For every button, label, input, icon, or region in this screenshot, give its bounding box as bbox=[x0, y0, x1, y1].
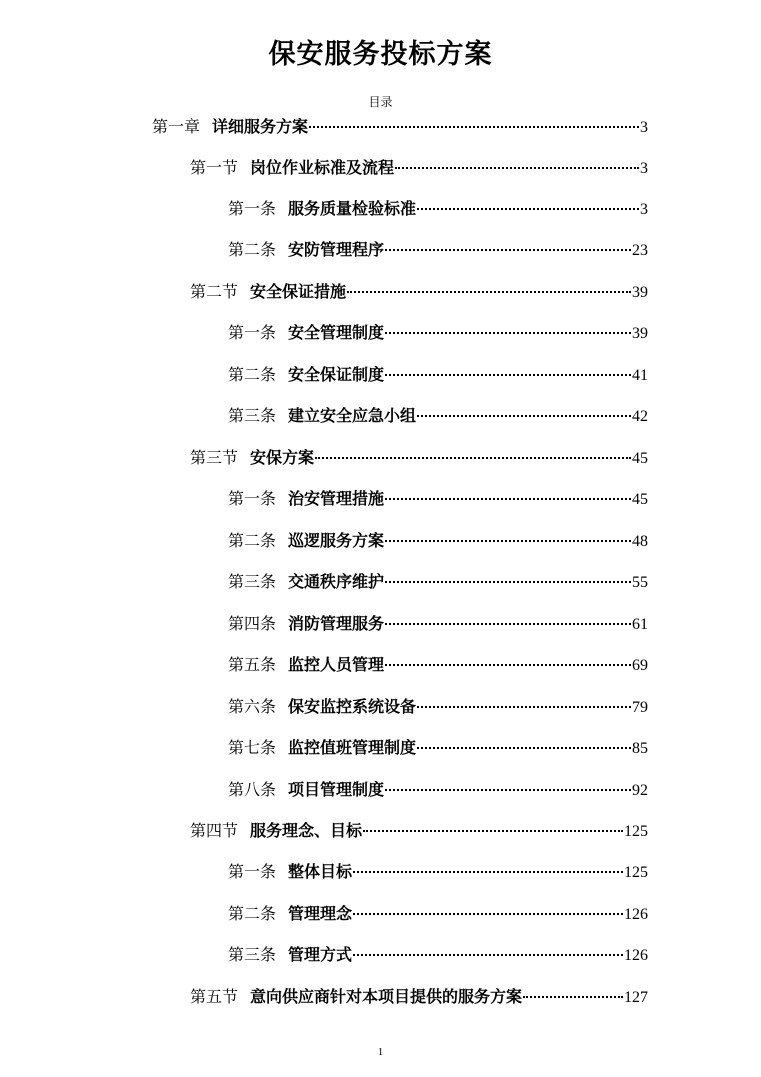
toc-entry-title: 意向供应商针对本项目提供的服务方案 bbox=[250, 987, 523, 1006]
toc-entry-title: 建立安全应急小组 bbox=[288, 406, 417, 425]
toc-entry-page: 55 bbox=[632, 574, 648, 591]
toc-entry-page: 79 bbox=[632, 699, 648, 716]
toc-entry-number: 第六条 bbox=[228, 697, 277, 716]
toc-entry-number: 第四条 bbox=[228, 614, 277, 633]
toc-leader-dots bbox=[347, 273, 631, 293]
toc-entry-page: 41 bbox=[632, 367, 648, 384]
toc-entry-title: 安全保证制度 bbox=[288, 365, 385, 384]
toc-entry-page: 42 bbox=[632, 408, 648, 425]
toc-entry-page: 48 bbox=[632, 533, 648, 550]
toc-leader-dots bbox=[385, 605, 631, 625]
toc-entry[interactable] bbox=[228, 650, 648, 674]
toc-entry-title: 监控人员管理 bbox=[288, 655, 385, 674]
toc-entry-page: 45 bbox=[632, 491, 648, 508]
toc-leader-dots bbox=[315, 439, 631, 459]
toc-leader-dots bbox=[363, 812, 623, 832]
toc-entry[interactable] bbox=[228, 194, 648, 218]
toc-leader-dots bbox=[417, 190, 639, 210]
toc-entry-page: 3 bbox=[640, 160, 648, 177]
toc-entry-number: 第一条 bbox=[228, 323, 277, 342]
toc-entry[interactable] bbox=[228, 318, 648, 342]
toc-entry-title: 详细服务方案 bbox=[212, 117, 309, 136]
toc-entry[interactable] bbox=[190, 277, 648, 301]
toc-leader-dots bbox=[385, 480, 631, 500]
toc-entry-title: 监控值班管理制度 bbox=[288, 738, 417, 757]
toc-entry-number: 第三节 bbox=[190, 448, 239, 467]
toc-entry-page: 3 bbox=[640, 119, 648, 136]
toc-entry-title: 整体目标 bbox=[288, 862, 353, 881]
toc-entry-title: 保安监控系统设备 bbox=[288, 697, 417, 716]
toc-leader-dots bbox=[385, 522, 631, 542]
toc-entry-page: 125 bbox=[624, 864, 648, 881]
toc-entry-title: 安全管理制度 bbox=[288, 323, 385, 342]
toc-entry-number: 第二条 bbox=[228, 531, 277, 550]
toc-leader-dots bbox=[353, 853, 623, 873]
toc-leader-dots bbox=[385, 771, 631, 791]
toc-entry-number: 第三条 bbox=[228, 945, 277, 964]
toc-entry[interactable] bbox=[228, 609, 648, 633]
toc-leader-dots bbox=[353, 936, 623, 956]
toc-entry[interactable] bbox=[190, 982, 648, 1006]
toc-entry-page: 39 bbox=[632, 325, 648, 342]
toc-entry[interactable] bbox=[228, 775, 648, 799]
toc-entry-number: 第二条 bbox=[228, 365, 277, 384]
toc-entry-number: 第三条 bbox=[228, 572, 277, 591]
toc-entry-title: 消防管理服务 bbox=[288, 614, 385, 633]
toc-entry-page: 39 bbox=[632, 284, 648, 301]
toc-entry-page: 23 bbox=[632, 242, 648, 259]
toc-entry-page: 126 bbox=[624, 947, 648, 964]
toc-leader-dots bbox=[353, 895, 623, 915]
toc-entry-page: 92 bbox=[632, 782, 648, 799]
toc-entry[interactable] bbox=[228, 401, 648, 425]
toc-entry[interactable] bbox=[228, 940, 648, 964]
toc-entry-number: 第八条 bbox=[228, 780, 277, 799]
document-title: 保安服务投标方案 bbox=[268, 39, 493, 70]
toc-leader-dots bbox=[523, 978, 623, 998]
toc-entry-title: 管理方式 bbox=[288, 945, 353, 964]
toc-leader-dots bbox=[385, 314, 631, 334]
toc-entry-title: 管理理念 bbox=[288, 904, 353, 923]
toc-entry-title: 岗位作业标准及流程 bbox=[250, 158, 395, 177]
toc-entry-page: 3 bbox=[640, 201, 648, 218]
toc-entry[interactable] bbox=[190, 443, 648, 467]
toc-entry-number: 第五条 bbox=[228, 655, 277, 674]
toc-entry-number: 第四节 bbox=[190, 821, 239, 840]
toc-entry-title: 服务理念、目标 bbox=[250, 821, 363, 840]
toc-heading: 目录 bbox=[368, 95, 393, 109]
toc-entry-page: 69 bbox=[632, 657, 648, 674]
toc-leader-dots bbox=[417, 397, 631, 417]
toc-entry[interactable] bbox=[190, 153, 648, 177]
toc-entry[interactable] bbox=[228, 360, 648, 384]
toc-entry[interactable] bbox=[228, 235, 648, 259]
toc-leader-dots bbox=[385, 231, 631, 251]
toc-entry-title: 安全保证措施 bbox=[250, 282, 347, 301]
toc-entry-title: 交通秩序维护 bbox=[288, 572, 385, 591]
toc-entry[interactable] bbox=[228, 484, 648, 508]
toc-entry[interactable] bbox=[228, 733, 648, 757]
toc-entry-number: 第二节 bbox=[190, 282, 239, 301]
toc-leader-dots bbox=[417, 729, 631, 749]
page-number: 1 bbox=[377, 1046, 384, 1058]
toc-entry[interactable] bbox=[190, 816, 648, 840]
toc-entry-number: 第一章 bbox=[152, 117, 201, 136]
toc-entry-number: 第二条 bbox=[228, 240, 277, 259]
toc-entry-number: 第一条 bbox=[228, 199, 277, 218]
toc-entry[interactable] bbox=[228, 857, 648, 881]
toc-entry-number: 第一条 bbox=[228, 489, 277, 508]
toc-entry-page: 61 bbox=[632, 616, 648, 633]
toc-entry-page: 45 bbox=[632, 450, 648, 467]
toc-entry-title: 项目管理制度 bbox=[288, 780, 385, 799]
toc-entry-page: 126 bbox=[624, 906, 648, 923]
toc-entry-number: 第七条 bbox=[228, 738, 277, 757]
toc-entry-page: 85 bbox=[632, 740, 648, 757]
toc-entry-page: 125 bbox=[624, 823, 648, 840]
toc-leader-dots bbox=[309, 108, 639, 128]
toc-entry-number: 第三条 bbox=[228, 406, 277, 425]
toc-entry-number: 第一节 bbox=[190, 158, 239, 177]
toc-entry[interactable] bbox=[228, 567, 648, 591]
toc-entry-title: 安保方案 bbox=[250, 448, 315, 467]
toc-entry-title: 巡逻服务方案 bbox=[288, 531, 385, 550]
toc-entry[interactable] bbox=[228, 526, 648, 550]
toc-entry-title: 服务质量检验标准 bbox=[288, 199, 417, 218]
toc-entry-number: 第五节 bbox=[190, 987, 239, 1006]
toc-leader-dots bbox=[417, 688, 631, 708]
toc-entry-title: 安防管理程序 bbox=[288, 240, 385, 259]
toc-entry-page: 127 bbox=[624, 989, 648, 1006]
toc-entry-number: 第一条 bbox=[228, 862, 277, 881]
toc-leader-dots bbox=[395, 149, 639, 169]
toc-leader-dots bbox=[385, 356, 631, 376]
toc-leader-dots bbox=[385, 563, 631, 583]
toc-entry[interactable] bbox=[152, 112, 648, 136]
toc-leader-dots bbox=[385, 646, 631, 666]
toc-entry[interactable] bbox=[228, 692, 648, 716]
toc-entry-number: 第二条 bbox=[228, 904, 277, 923]
toc-entry-title: 治安管理措施 bbox=[288, 489, 385, 508]
toc-entry[interactable] bbox=[228, 899, 648, 923]
